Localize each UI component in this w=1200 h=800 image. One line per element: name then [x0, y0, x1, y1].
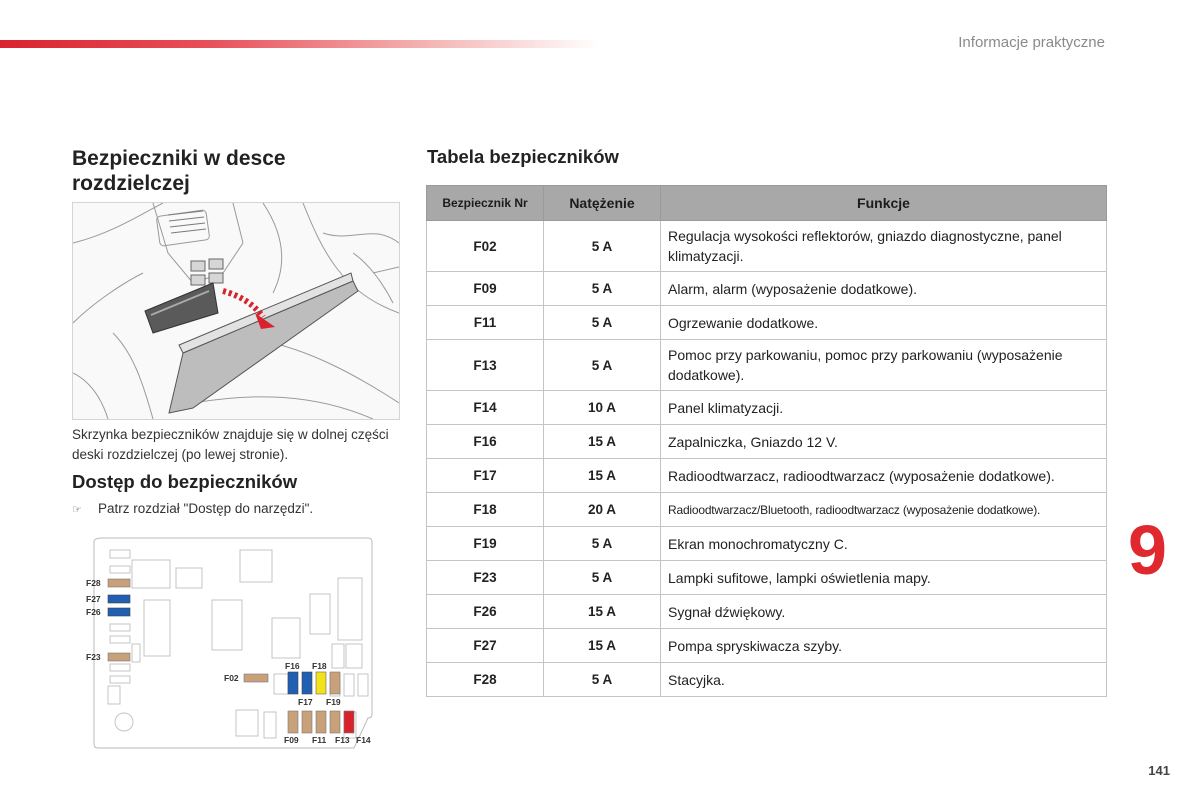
fuse-function: Sygnał dźwiękowy. [661, 595, 1107, 629]
column-header-current: Natężenie [544, 186, 661, 221]
fuse-current: 15 A [544, 425, 661, 459]
table-row [427, 272, 1107, 306]
fuse-function: Alarm, alarm (wyposażenie dodatkowe). [661, 272, 1107, 306]
fuse-table-header-row [427, 186, 1107, 221]
fuse-number: F19 [427, 527, 544, 561]
fuse-current: 5 A [544, 663, 661, 697]
fuse-table [426, 185, 1107, 697]
page-title-line-1: Bezpieczniki w desce [72, 147, 286, 170]
fusebox-label-f16: F16 [285, 661, 300, 671]
fusebox-label-f23: F23 [86, 652, 101, 662]
table-row [427, 629, 1107, 663]
fuse-function: Pompa spryskiwacza szyby. [661, 629, 1107, 663]
fuse-number: F02 [427, 221, 544, 272]
fuse-number: F09 [427, 272, 544, 306]
fuse-current: 5 A [544, 272, 661, 306]
fuse-current: 20 A [544, 493, 661, 527]
chapter-number: 9 [1128, 511, 1167, 589]
fuse-number: F16 [427, 425, 544, 459]
fusebox-location-text: Skrzynka bezpieczników znajduje się w dolnej części deski rozdzielczej (po lewej stronie). [72, 427, 389, 462]
table-row [427, 391, 1107, 425]
fuse-current: 5 A [544, 340, 661, 391]
fuse-function: Lampki sufitowe, lampki oświetlenia mapy. [661, 561, 1107, 595]
fuse-current: 10 A [544, 391, 661, 425]
fuse-function: Ekran monochromatyczny C. [661, 527, 1107, 561]
header-accent-bar [0, 40, 600, 48]
column-header-fuse-number: Bezpiecznik Nr [427, 186, 544, 221]
fuse-number: F14 [427, 391, 544, 425]
access-reference [72, 501, 313, 516]
fuse-function: Pomoc przy parkowaniu, pomoc przy parkowaniu (wyposażenie dodatkowe). [661, 340, 1107, 391]
fuse-function: Regulacja wysokości reflektorów, gniazdo diagnostyczne, panel klimatyzacji. [661, 221, 1107, 272]
table-row [427, 221, 1107, 272]
table-row [427, 459, 1107, 493]
fusebox-label-f14: F14 [356, 735, 371, 745]
fuse-function: Panel klimatyzacji. [661, 391, 1107, 425]
fusebox-label-f13: F13 [335, 735, 350, 745]
fuse-current: 5 A [544, 306, 661, 340]
fusebox-label-f19: F19 [326, 697, 341, 707]
page-title [72, 146, 372, 196]
pointing-hand-icon: ☞ [72, 504, 82, 516]
fuse-number: F27 [427, 629, 544, 663]
access-heading: Dostęp do bezpieczników [72, 471, 298, 492]
fuse-function: Ogrzewanie dodatkowe. [661, 306, 1107, 340]
fuse-number: F26 [427, 595, 544, 629]
fuse-function: Stacyjka. [661, 663, 1107, 697]
fuse-function: Radioodtwarzacz, radioodtwarzacz (wyposażenie dodatkowe). [661, 459, 1107, 493]
fuse-current: 5 A [544, 561, 661, 595]
access-reference-text: Patrz rozdział "Dostęp do narzędzi". [98, 501, 314, 516]
fuse-current: 5 A [544, 221, 661, 272]
fuse-number: F13 [427, 340, 544, 391]
fusebox-label-f09: F09 [284, 735, 299, 745]
fuse-table-title: Tabela bezpieczników [427, 146, 619, 167]
fuse-function: Zapalniczka, Gniazdo 12 V. [661, 425, 1107, 459]
page-title-line-2: rozdzielczej [72, 172, 190, 195]
fuse-current: 15 A [544, 595, 661, 629]
table-row [427, 493, 1107, 527]
fuse-number: F11 [427, 306, 544, 340]
page-number: 141 [1148, 763, 1170, 778]
column-header-functions: Funkcje [661, 186, 1107, 221]
fusebox-label-f26: F26 [86, 607, 101, 617]
table-row [427, 306, 1107, 340]
fuse-number: F28 [427, 663, 544, 697]
fusebox-label-f18: F18 [312, 661, 327, 671]
table-row [427, 561, 1107, 595]
dashboard-fusebox-illustration [72, 202, 400, 420]
fuse-number: F18 [427, 493, 544, 527]
fuse-current: 5 A [544, 527, 661, 561]
fuse-current: 15 A [544, 459, 661, 493]
table-row [427, 527, 1107, 561]
fuse-number: F23 [427, 561, 544, 595]
fuse-current: 15 A [544, 629, 661, 663]
table-row [427, 425, 1107, 459]
fusebox-label-f02: F02 [224, 673, 239, 683]
section-label: Informacje praktyczne [958, 34, 1105, 51]
fuse-number: F17 [427, 459, 544, 493]
fusebox-label-f28: F28 [86, 578, 101, 588]
table-row [427, 663, 1107, 697]
fusebox-diagram [84, 536, 382, 750]
fusebox-label-f27: F27 [86, 594, 101, 604]
fusebox-label-f11: F11 [312, 735, 327, 745]
fuse-function: Radioodtwarzacz/Bluetooth, radioodtwarzacz (wyposażenie dodatkowe). [661, 493, 1107, 527]
table-row [427, 595, 1107, 629]
fusebox-label-f17: F17 [298, 697, 313, 707]
table-row [427, 340, 1107, 391]
